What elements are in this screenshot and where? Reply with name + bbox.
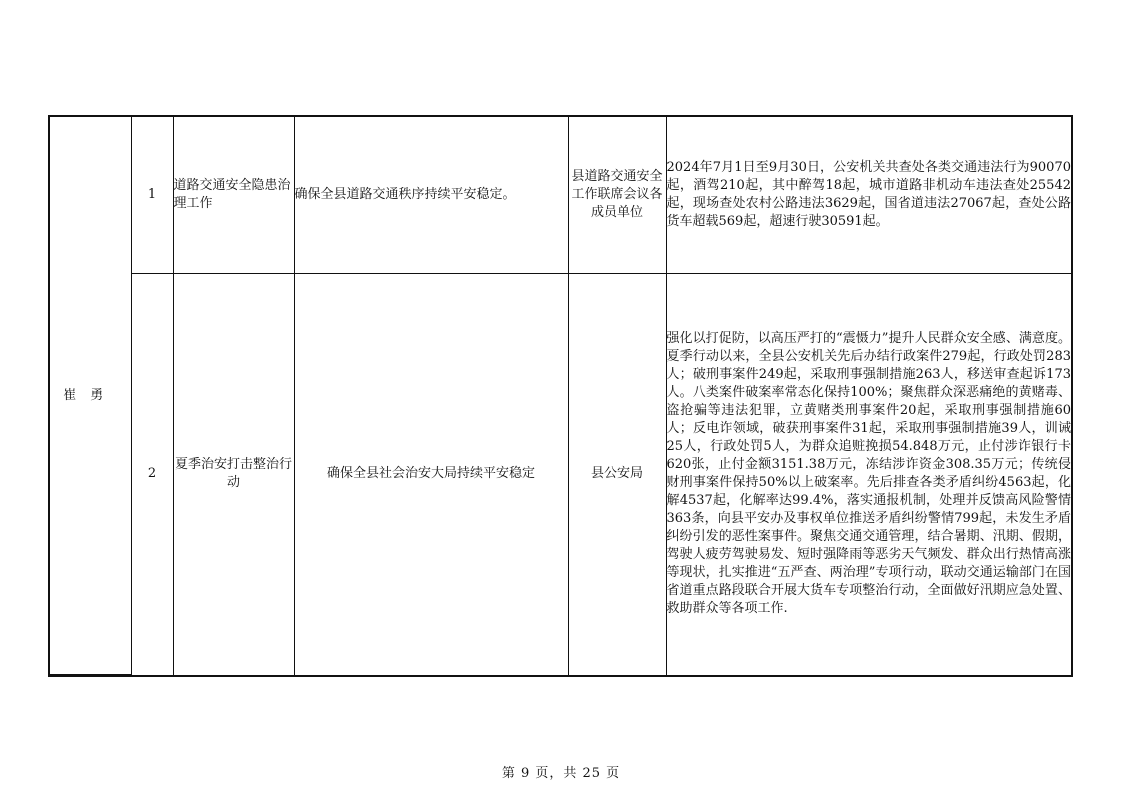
task-progress: 强化以打促防，以高压严打的“震慑力”提升人民群众安全感、满意度。夏季行动以来，全县公安机关先后办结行政案件279起，行政处罚283人；破刑事案件249起，采取刑事强制措施263人，移送审查起诉173人。八类案件破案率常态化保持100%；聚焦群众深恶痛绝的黄赌毒、盗抢骗等违法犯罪，立黄赌类刑事案件20起，采取刑事强制措施60人；反电诈领域，破获刑事案件31起，采取刑事强制措施39人，训诫25人，行政处罚5人，为群众追赃挽损54.848万元，止付涉诈银行卡620张，止付金额3151.38万元，冻结涉诈资金308.35万元；传统侵财刑事案件保持50%以上破案率。先后排查各类矛盾纠纷4563起，化解4537起，化解率达99.4%，落实通报机制，处理并反馈高风险警情363条，向县平安办及事权单位推送矛盾纠纷警情799起，未发生矛盾纠纷引发的恶性案事件。聚焦交通交通管理，结合暑期、汛期、假期，驾驶人疲劳驾驶易发、短时强降雨等恶劣天气频发、群众出行热情高涨等现状，扎实推进“五严查、两治理”专项行动，联动交通运输部门在国省道重点路段联合开展大货车专项整治行动，全面做好汛期应急处置、救助群众等各项工作. [666, 273, 1071, 675]
responsible-unit: 县公安局 [568, 273, 666, 675]
task-name: 道路交通安全隐患治理工作 [173, 117, 294, 273]
task-progress: 2024年7月1日至9月30日，公安机关共查处各类交通违法行为90070起，酒驾210起，其中醉驾18起，城市道路非机动车违法查处25542起，现场查处农村公路违法3629起，国省道违法27067起，查处公路货车超载569起，超速行驶30591起。 [666, 117, 1071, 273]
task-goal: 确保全县道路交通秩序持续平安稳定。 [294, 117, 568, 273]
task-grid [50, 117, 1071, 675]
table-row [50, 117, 1071, 273]
page-footer: 第 9 页，共 25 页 [501, 766, 621, 781]
row-number: 1 [131, 117, 173, 273]
task-table [48, 115, 1073, 677]
responsible-unit: 县道路交通安全工作联席会议各成员单位 [568, 117, 666, 273]
task-name: 夏季治安打击整治行动 [173, 273, 294, 675]
row-number: 2 [131, 273, 173, 675]
task-goal: 确保全县社会治安大局持续平安稳定 [294, 273, 568, 675]
table-row [50, 273, 1071, 675]
responsible-person: 崔勇 [50, 117, 131, 675]
